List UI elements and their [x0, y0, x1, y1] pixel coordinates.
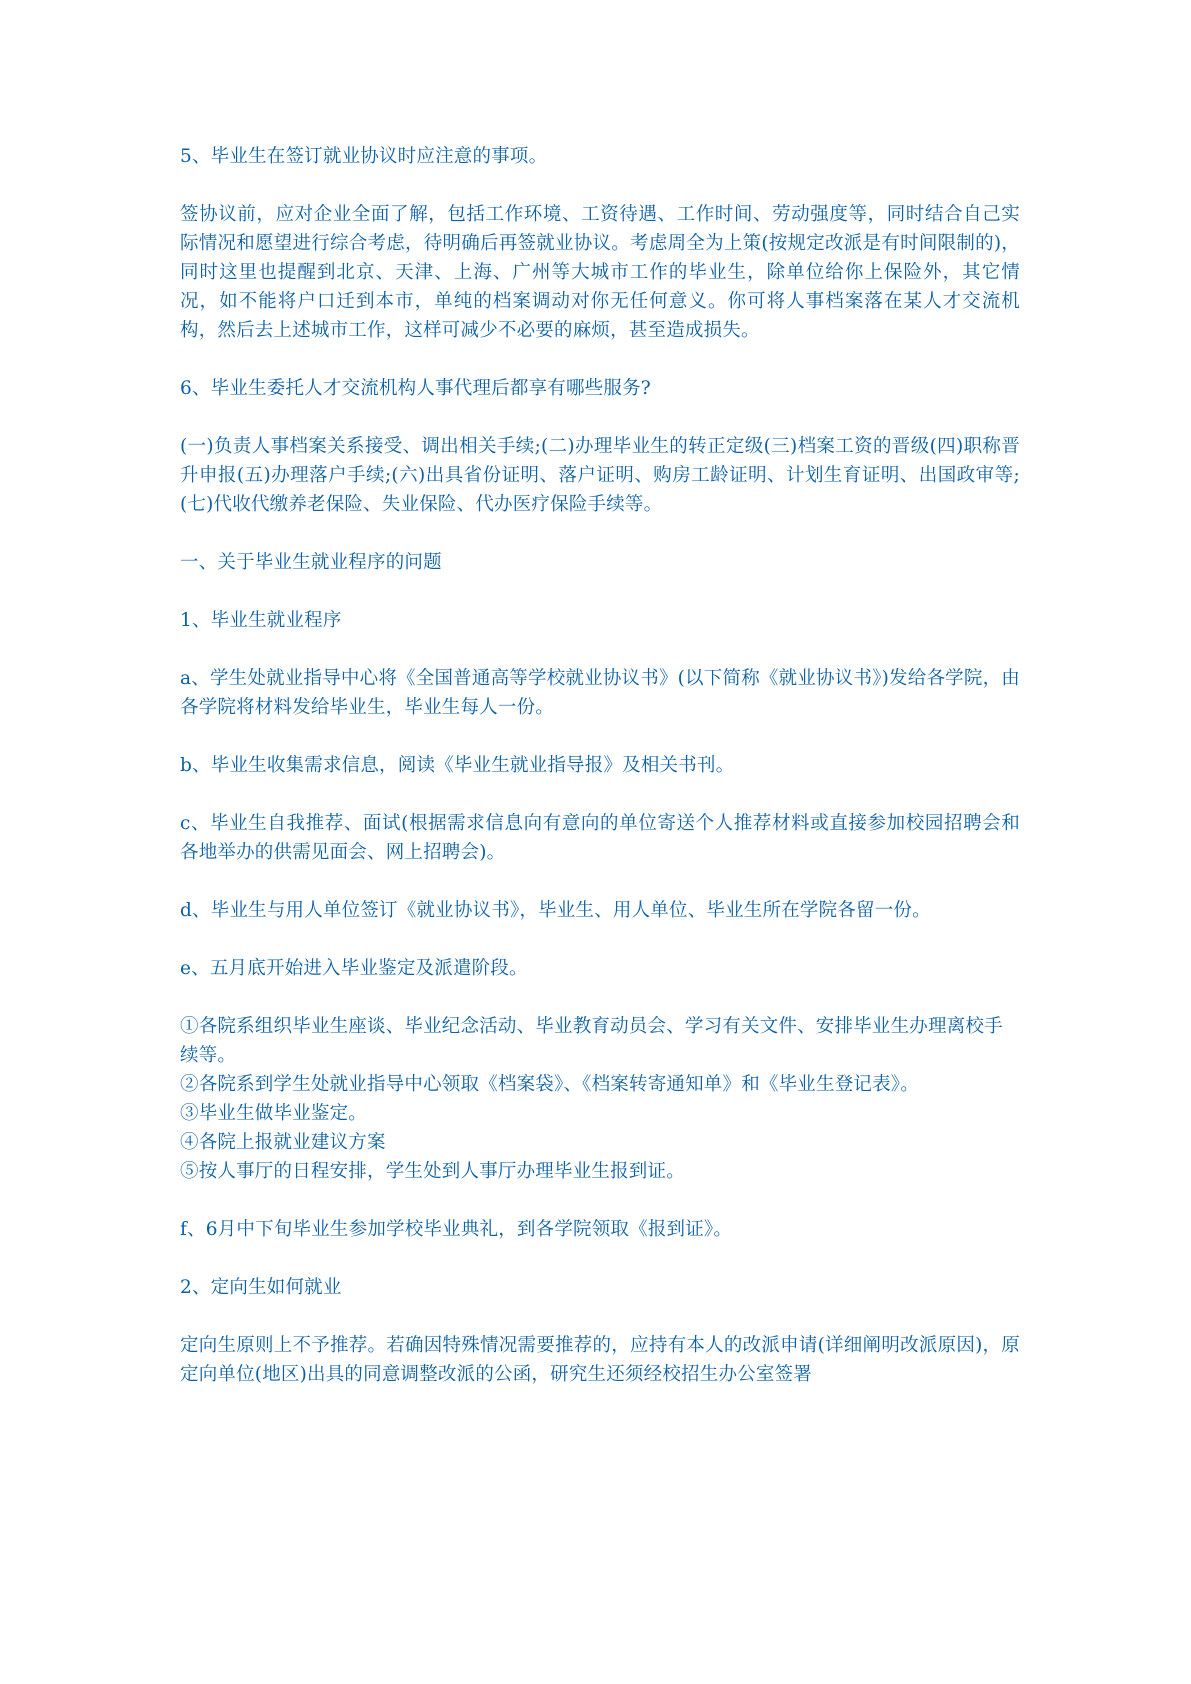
list-item: ③毕业生做毕业鉴定。 — [180, 1103, 368, 1124]
subsection-1-title: 1、毕业生就业程序 — [180, 610, 342, 631]
question-6-answer: (一)负责人事档案关系接受、调出相关手续;(二)办理毕业生的转正定级(三)档案工资的晋级(四)职称晋升申报(五)办理落户手续;(六)出具省份证明、落户证明、购房工龄证明、计划生育证明、出国政审等;(七)代收代缴养老保险、失业保险、代办医疗保险手续等。 — [180, 436, 1020, 515]
procedure-step-f: f、6月中下旬毕业生参加学校毕业典礼，到各学院领取《报到证》。 — [180, 1219, 733, 1240]
step-e-substeps — [180, 1012, 1020, 1186]
section-1-title: 一、关于毕业生就业程序的问题 — [180, 552, 442, 573]
list-item: ⑤按人事厅的日程安排，学生处到人事厅办理毕业生报到证。 — [180, 1161, 685, 1182]
subsection-2-body: 定向生原则上不予推荐。若确因特殊情况需要推荐的，应持有本人的改派申请(详细阐明改派原因)，原定向单位(地区)出具的同意调整改派的公函，研究生还须经校招生办公室签署 — [180, 1335, 1020, 1385]
question-6-title: 6、毕业生委托人才交流机构人事代理后都享有哪些服务? — [180, 378, 651, 399]
list-item: ②各院系到学生处就业指导中心领取《档案袋》、《档案转寄通知单》和《毕业生登记表》。 — [180, 1074, 919, 1095]
procedure-step-c: c、毕业生自我推荐、面试(根据需求信息向有意向的单位寄送个人推荐材料或直接参加校园招聘会和各地举办的供需见面会、网上招聘会)。 — [180, 813, 1020, 863]
procedure-step-b: b、毕业生收集需求信息，阅读《毕业生就业指导报》及相关书刊。 — [180, 755, 735, 776]
procedure-step-a: a、学生处就业指导中心将《全国普通高等学校就业协议书》(以下简称《就业协议书》)发给各学院，由各学院将材料发给毕业生，毕业生每人一份。 — [180, 668, 1020, 718]
document-page — [180, 142, 1020, 1418]
procedure-step-d: d、毕业生与用人单位签订《就业协议书》，毕业生、用人单位、毕业生所在学院各留一份。 — [180, 900, 931, 921]
question-5-answer: 签协议前，应对企业全面了解，包括工作环境、工资待遇、工作时间、劳动强度等，同时结合自己实际情况和愿望进行综合考虑，待明确后再签就业协议。考虑周全为上策(按规定改派是有时间限制的)，同时这里也提醒到北京、天津、上海、广州等大城市工作的毕业生，除单位给你上保险外，其它情况，如不能将户口迁到本市，单纯的档案调动对你无任何意义。你可将人事档案落在某人才交流机构，然后去上述城市工作，这样可减少不必要的麻烦，甚至造成损失。 — [180, 204, 1020, 341]
question-5-title: 5、毕业生在签订就业协议时应注意的事项。 — [180, 146, 548, 167]
procedure-step-e: e、五月底开始进入毕业鉴定及派遣阶段。 — [180, 958, 528, 979]
list-item: ①各院系组织毕业生座谈、毕业纪念活动、毕业教育动员会、学习有关文件、安排毕业生办理离校手续等。 — [180, 1016, 1003, 1066]
subsection-2-title: 2、定向生如何就业 — [180, 1277, 342, 1298]
list-item: ④各院上报就业建议方案 — [180, 1132, 386, 1153]
